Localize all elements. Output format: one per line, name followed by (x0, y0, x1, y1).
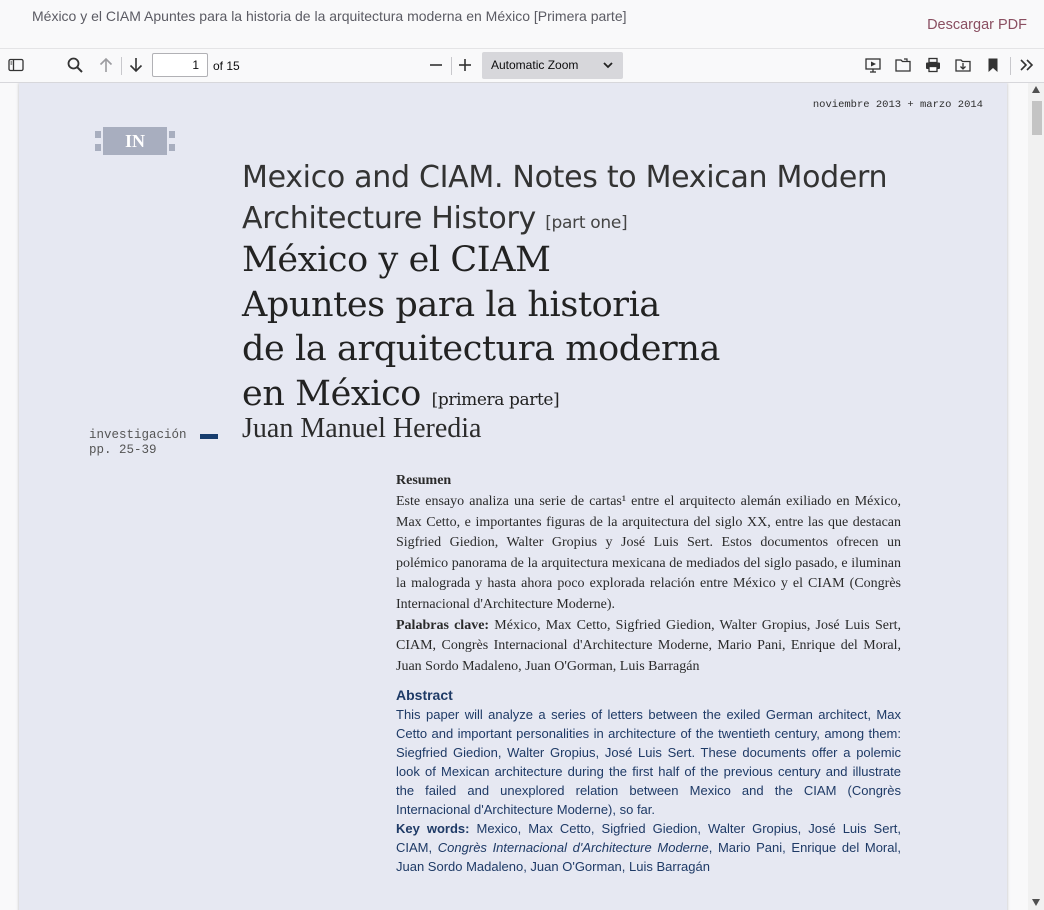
palabras-clave-label: Palabras clave: (396, 617, 490, 633)
chevron-down-icon (602, 59, 614, 71)
abstract-block (396, 473, 901, 876)
zoom-in-button[interactable] (453, 53, 477, 77)
download-pdf-link[interactable]: Descargar PDF (927, 17, 1027, 33)
section-name: investigación (89, 428, 187, 442)
open-file-button[interactable] (891, 53, 915, 77)
key-words-label: Key words: (396, 821, 470, 837)
arrow-up-icon (97, 56, 115, 74)
spanish-title-line: Apuntes para la historia (242, 284, 660, 325)
logo-notch (169, 131, 175, 138)
resumen-text: Este ensayo analiza una serie de cartas¹ entre el arquitecto alemán exiliado en México, Max Cetto, e importantes figuras de la arquitectura del siglo XX, entre las que destacan Sigfried Giedion, Walter Gropius y José Luis Sert. Estos documentos ofrecen un polémico panorama de la arquitectura mexicana de mediados del siglo pasado, e iluminan la malograda y hasta ahora poco explorada relación entre México y el CIAM (Congrès Internacional d'Architecture Moderne). (396, 494, 901, 612)
toolbar-separator (1010, 57, 1011, 75)
logo-notch (95, 144, 101, 151)
tools-menu-button[interactable] (1015, 53, 1039, 77)
key-words-italic: Congrès Internacional d'Architecture Moderne (437, 840, 709, 856)
open-file-icon (894, 56, 912, 74)
pdf-viewer-container (0, 83, 1044, 910)
minus-icon (427, 56, 445, 74)
printer-icon (924, 56, 942, 74)
section-label (89, 428, 187, 458)
english-title (242, 157, 942, 244)
vertical-scrollbar[interactable] (1028, 83, 1044, 910)
zoom-select[interactable] (482, 52, 623, 79)
save-icon (954, 56, 972, 74)
pdf-page (19, 83, 1007, 910)
next-page-button[interactable] (124, 53, 148, 77)
issue-date: noviembre 2013 + marzo 2014 (812, 99, 983, 111)
logo-text: IN (103, 127, 167, 155)
spanish-title (242, 238, 882, 422)
resumen-heading: Resumen (396, 473, 452, 488)
plus-icon (456, 56, 474, 74)
spanish-title-line: en México (242, 373, 421, 414)
logo-notch (169, 144, 175, 151)
key-words-text-rest: , Mario Pani, Enrique del Moral, Juan Sordo Madaleno, Juan O'Gorman, Luis Barragán (396, 840, 901, 875)
presentation-icon (864, 56, 882, 74)
scroll-down-arrow-icon[interactable] (1032, 899, 1040, 906)
scrollbar-thumb[interactable] (1032, 101, 1042, 135)
author-name: Juan Manuel Heredia (242, 413, 482, 444)
page-count-label: of 15 (213, 59, 240, 73)
logo-notch (95, 131, 101, 138)
section-logo (95, 127, 175, 157)
previous-page-button[interactable] (94, 53, 118, 77)
print-button[interactable] (921, 53, 945, 77)
search-icon (66, 56, 84, 74)
pdf-toolbar (0, 49, 1044, 83)
page-number-input[interactable] (152, 53, 208, 77)
key-words-text: Mexico, Max Cetto, Sigfried Giedion, Walter Gropius, José Luis Sert, CIAM, (396, 821, 901, 856)
find-button[interactable] (63, 53, 87, 77)
bookmark-button[interactable] (981, 53, 1005, 77)
page-range: pp. 25-39 (89, 443, 157, 457)
spanish-title-line: de la arquitectura moderna (242, 329, 720, 369)
abstract-heading: Abstract (396, 687, 453, 704)
toolbar-separator (451, 57, 452, 75)
save-button[interactable] (951, 53, 975, 77)
section-marker (200, 434, 218, 439)
english-title-part: [part one] (545, 213, 628, 233)
arrow-down-icon (127, 56, 145, 74)
presentation-mode-button[interactable] (861, 53, 885, 77)
scroll-up-arrow-icon[interactable] (1032, 86, 1040, 93)
bookmark-icon (984, 56, 1002, 74)
zoom-out-button[interactable] (424, 53, 448, 77)
key-words (396, 819, 901, 876)
toggle-sidebar-button[interactable] (4, 53, 28, 77)
double-chevron-right-icon (1018, 56, 1036, 74)
document-title: México y el CIAM Apuntes para la historia de la arquitectura moderna en México [Primera parte] (32, 8, 627, 24)
zoom-select-value: Automatic Zoom (491, 58, 579, 72)
spanish-title-line: México y el CIAM (242, 240, 551, 280)
viewer-header (0, 0, 1044, 49)
palabras-clave (396, 616, 901, 678)
toolbar-separator (121, 57, 122, 75)
abstract-text: This paper will analyze a series of letters between the exiled German architect, Max Cetto and important personalities in architecture of the twentieth century, among them: Siegfried Giedion, Walter Gropius, José Luis Sert. These documents offer a polemic look of Mexican architecture during the first half of the previous century and illustrate the failed and unexplored relation between Mexico and the CIAM (Congrès Internacional d'Architecture Moderne), so far. (396, 707, 901, 818)
english-title-main: Mexico and CIAM. Notes to Mexican Modern Architecture History (242, 160, 888, 236)
palabras-clave-text: México, Max Cetto, Sigfried Giedion, Walter Gropius, José Luis Sert, CIAM, Congrès Internacional d'Architecture Moderne, Mario Pani, Enrique del Moral, Juan Sordo Madaleno, Juan O'Gorman, Luis Barragán (396, 617, 902, 674)
spanish-title-part: [primera parte] (431, 389, 560, 410)
sidebar-icon (7, 56, 25, 74)
